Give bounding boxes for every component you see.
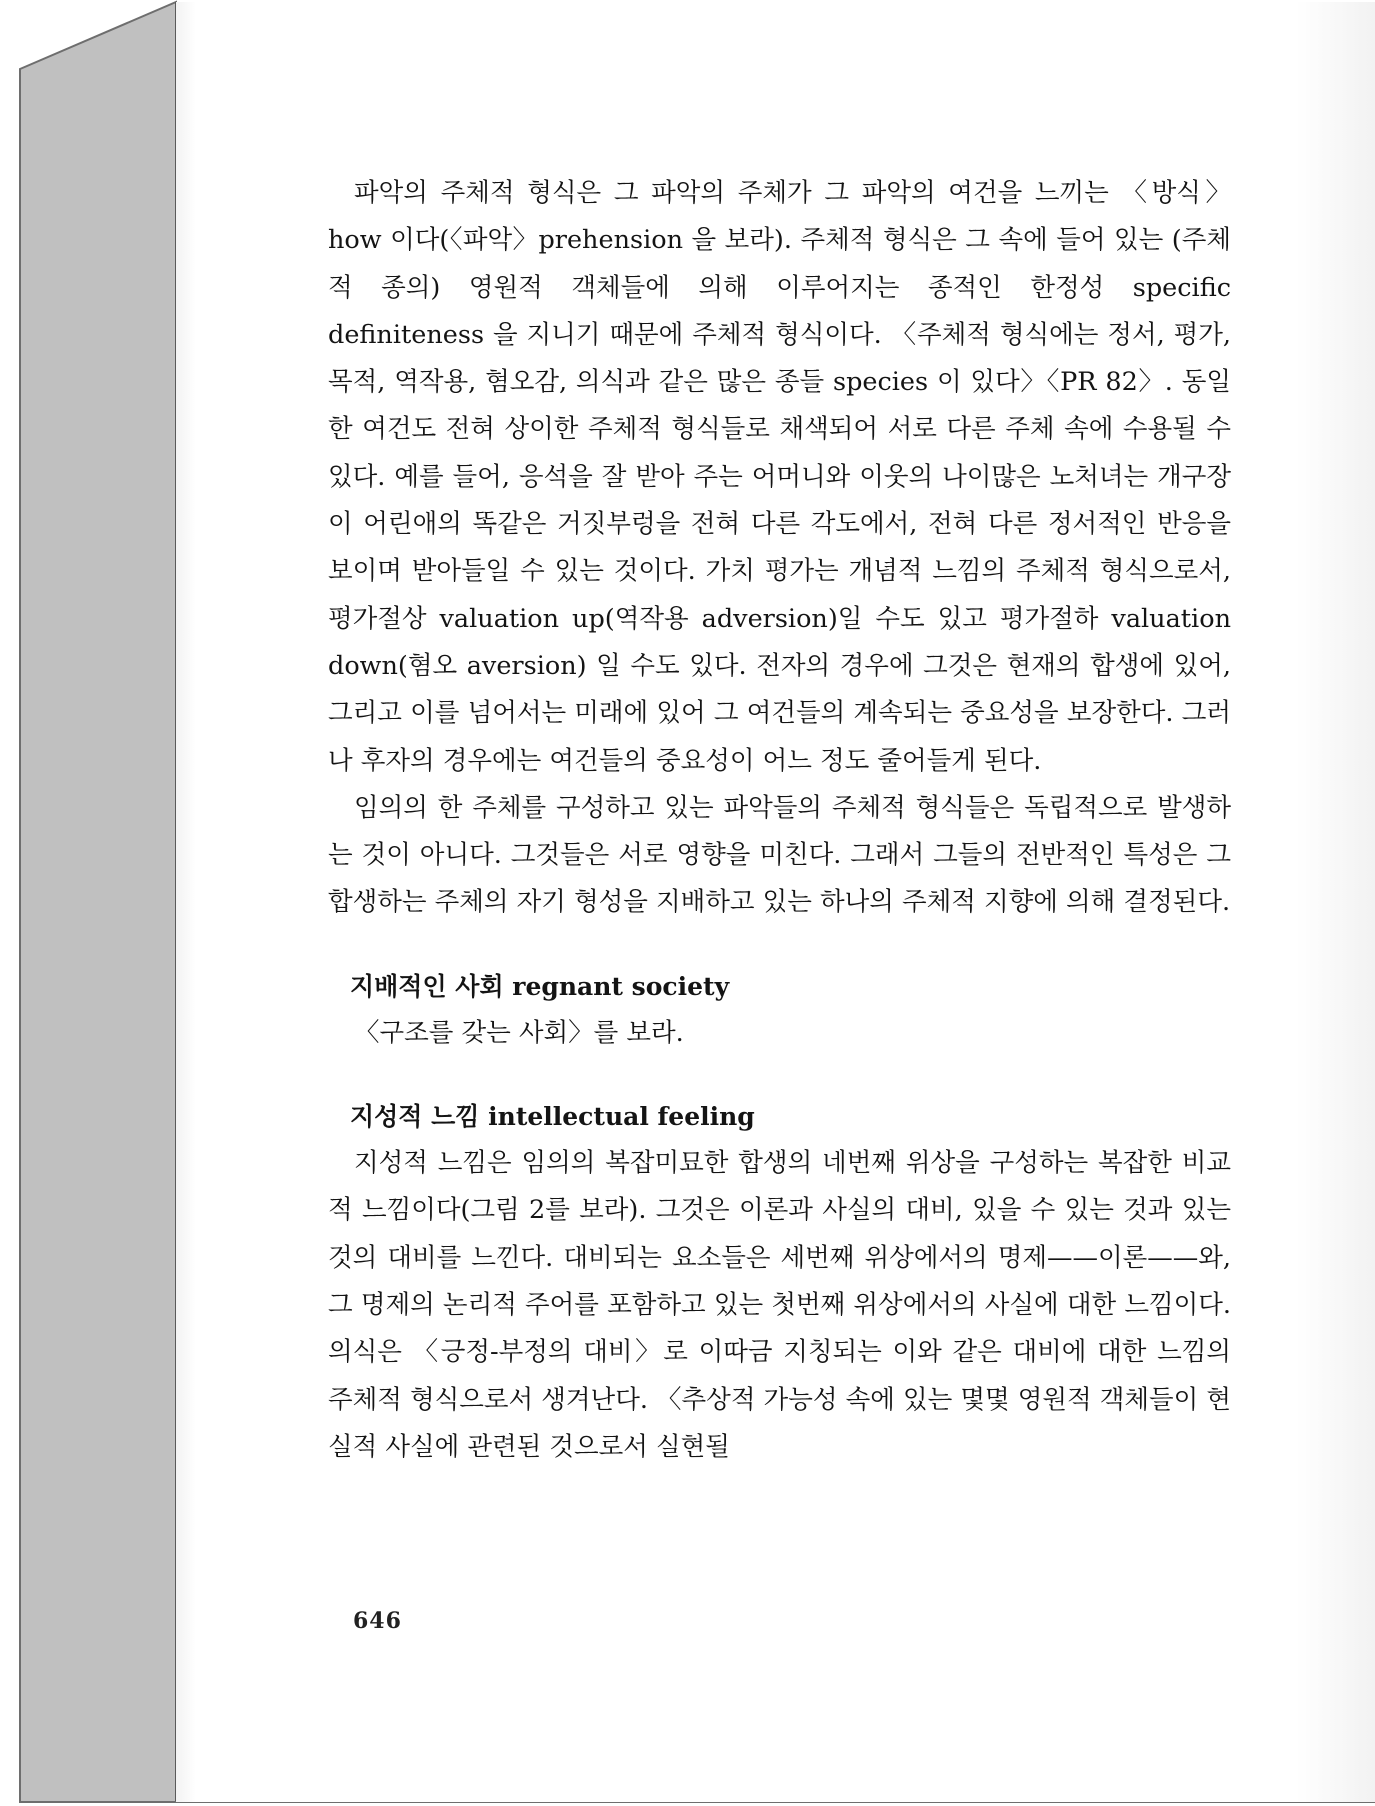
body-paragraph: 파악의 주체적 형식은 그 파악의 주체가 그 파악의 여건을 느끼는 〈방식〉 how 이다(〈파악〉prehension 을 보라). 주체적 형식은 그 속에 들어 있는 (주체적 종의) 영원적 객체들에 의해 이루어지는 종적인 한정성 specific definiteness 을 지니기 때문에 주체적 형식이다. 〈주체적 형식에는 정서, 평가, 목적, 역작용, 혐오감, 의식과 같은 많은 종들 species 이 있다〉〈PR 82〉. 동일한 여건도 전혀 상이한 주체적 형식들로 채색되어 서로 다른 주체 속에 수용될 수 있다. 예를 들어, 응석을 잘 받아 주는 어머니와 이웃의 나이많은 노처녀는 개구장이 어린애의 똑같은 거짓부렁을 전혀 다른 각도에서, 전혀 다른 정서적인 반응을 보이며 받아들일 수 있는 것이다. 가치 평가는 개념적 느낌의 주체적 형식으로서, 평가절상 valuation up(역작용 adversion)일 수도 있고 평가절하 valuation down(혐오 aversion) 일 수도 있다. 전자의 경우에 그것은 현재의 합생에 있어, 그리고 이를 넘어서는 미래에 있어 그 여건들의 계속되는 중요성을 보장한다. 그러나 후자의 경우에는 여건들의 중요성이 어느 정도 줄어들게 된다. — [328, 178, 1231, 776]
glossary-entry — [328, 1093, 1231, 1471]
body-paragraph: 임의의 한 주체를 구성하고 있는 파악들의 주체적 형식들은 독립적으로 발생하는 것이 아니다. 그것들은 서로 영향을 미친다. 그래서 그들의 전반적인 특성은 그 합생하는 주체의 자기 형성을 지배하고 있는 하나의 주체적 지향에 의해 결정된다. — [328, 792, 1231, 918]
page-number: 646 — [353, 1608, 402, 1634]
entry-heading: 지성적 느낌 intellectual feeling — [350, 1102, 755, 1132]
entry-heading: 지배적인 사회 regnant society — [350, 971, 730, 1001]
glossary-entry — [328, 963, 1231, 1057]
page-text — [328, 170, 1231, 1471]
entry-text: 〈구조를 갖는 사회〉를 보라. — [354, 1017, 684, 1048]
entry-text: 지성적 느낌은 임의의 복잡미묘한 합생의 네번째 위상을 구성하는 복잡한 비교적 느낌이다(그림 2를 보라). 그것은 이론과 사실의 대비, 있을 수 있는 것과 있는 것의 대비를 느낀다. 대비되는 요소들은 세번째 위상에서의 명제——이론——와, 그 명제의 논리적 주어를 포함하고 있는 첫번째 위상에서의 사실에 대한 느낌이다. 의식은 〈긍정-부정의 대비〉로 이따금 지칭되는 이와 같은 대비에 대한 느낌의 주체적 형식으로서 생겨난다. 〈추상적 가능성 속에 있는 몇몇 영원적 객체들이 현실적 사실에 관련된 것으로서 실현될 — [328, 1148, 1231, 1462]
